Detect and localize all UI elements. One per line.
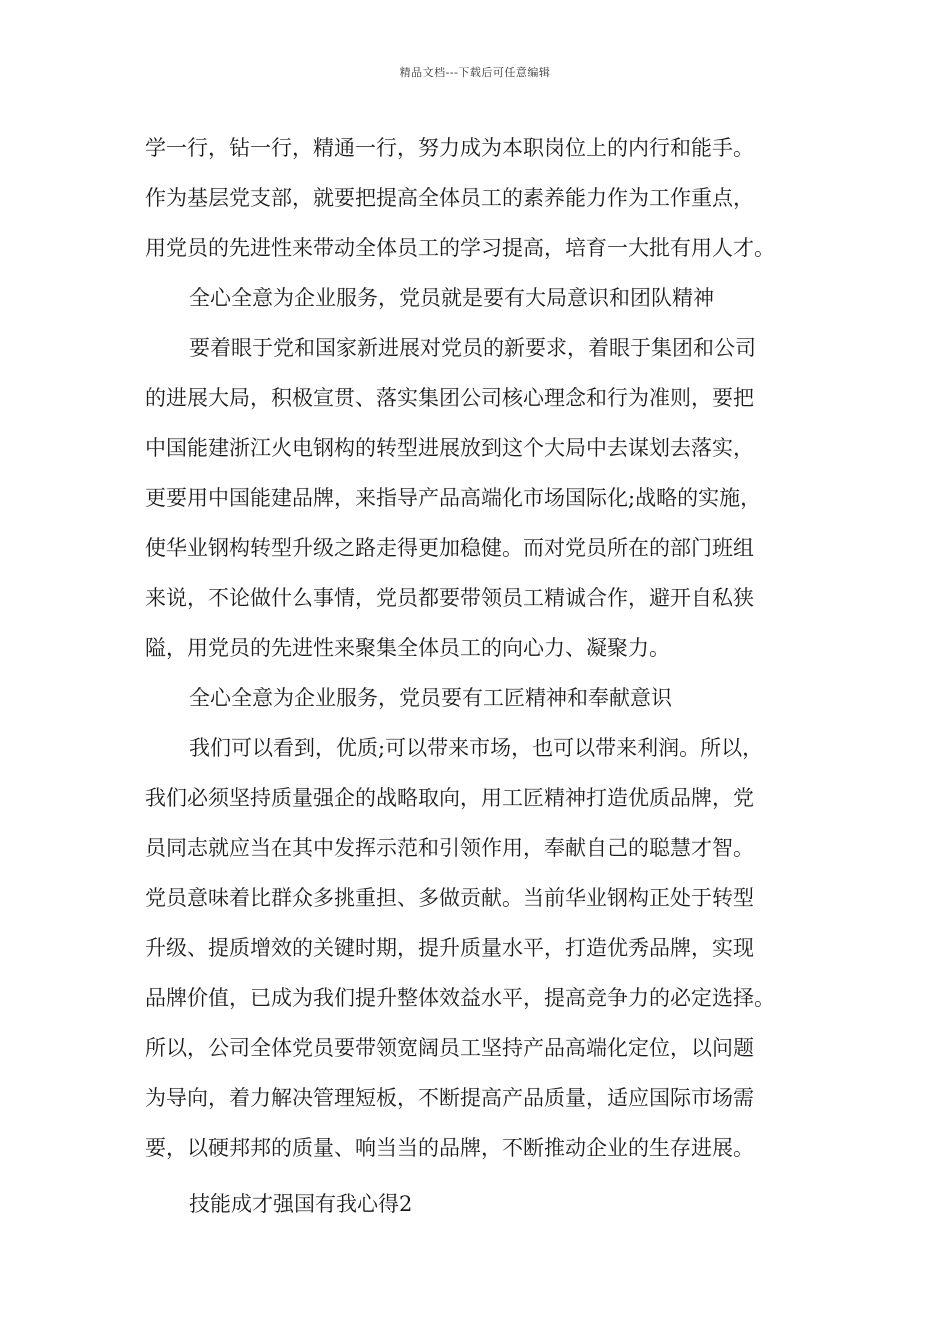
text-line: 作为基层党支部，就要把提高全体员工的素养能力作为工作重点， [145, 186, 754, 210]
text-line: 我们必须坚持质量强企的战略取向，用工匠精神打造优质品牌，党 [145, 786, 754, 810]
text-line: 用党员的先进性来带动全体员工的学习提高，培育一大批有用人才。 [145, 236, 775, 260]
text-line: 员同志就应当在其中发挥示范和引领作用，奉献自己的聪慧才智。 [145, 836, 754, 860]
text-line: 要，以硬邦邦的质量、响当当的品牌，不断推动企业的生存进展。 [145, 1136, 754, 1160]
text-line: 品牌价值，已成为我们提升整体效益水平，提高竞争力的必定选择。 [145, 986, 775, 1010]
text-line: 学一行，钻一行，精通一行，努力成为本职岗位上的内行和能手。 [145, 136, 754, 160]
section-heading: 全心全意为企业服务，党员要有工匠精神和奉献意识 [189, 686, 672, 710]
text-line: 为导向，着力解决管理短板，不断提高产品质量，适应国际市场需 [145, 1086, 754, 1110]
text-line: 的进展大局，积极宣贯、落实集团公司核心理念和行为准则，要把 [145, 386, 754, 410]
paragraph-start: 要着眼于党和国家新进展对党员的新要求，着眼于集团和公司 [189, 336, 756, 360]
text-line: 使华业钢构转型升级之路走得更加稳健。而对党员所在的部门班组 [145, 536, 754, 560]
text-line: 隘，用党员的先进性来聚集全体员工的向心力、凝聚力。 [145, 636, 670, 660]
text-line: 党员意味着比群众多挑重担、多做贡献。当前华业钢构正处于转型 [145, 886, 754, 910]
text-line: 来说，不论做什么事情，党员都要带领员工精诚合作，避开自私狭 [145, 586, 754, 610]
paragraph-start: 我们可以看到，优质;可以带来市场，也可以带来利润。所以， [189, 736, 764, 760]
text-line: 所以，公司全体党员要带领宽阔员工坚持产品高端化定位，以问题 [145, 1036, 754, 1060]
page-header: 精品文档---下载后可任意编辑 [399, 66, 551, 79]
text-line: 更要用中国能建品牌，来指导产品高端化市场国际化;战略的实施， [145, 486, 762, 510]
section-heading: 全心全意为企业服务，党员就是要有大局意识和团队精神 [189, 286, 714, 310]
text-line: 中国能建浙江火电钢构的转型进展放到这个大局中去谋划去落实， [145, 436, 754, 460]
text-line: 升级、提质增效的关键时期，提升质量水平，打造优秀品牌，实现 [145, 936, 754, 960]
section-title: 技能成才强国有我心得2 [189, 1192, 413, 1216]
document-body [145, 128, 810, 1234]
